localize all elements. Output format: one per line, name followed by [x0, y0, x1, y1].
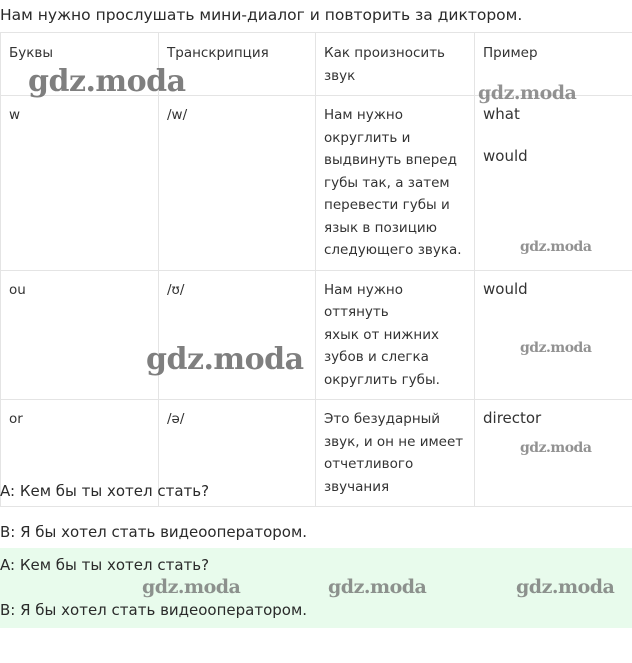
example-word: director: [483, 409, 542, 427]
example-word: would: [483, 147, 528, 165]
example-word: what: [483, 105, 520, 123]
text-line: следующего звука.: [324, 242, 462, 258]
cell-transcription: /w/: [159, 96, 316, 271]
cell-pronunciation: [316, 96, 475, 271]
watermark-logo: gdz.moda: [146, 342, 304, 377]
text-line: отчетливого: [324, 456, 414, 472]
cell-letters: ou: [1, 270, 159, 400]
watermark-logo: gdz.moda: [478, 82, 577, 104]
text-line: округлить и: [324, 129, 411, 146]
header-example: Пример: [475, 33, 632, 96]
cell-letters: or: [1, 400, 159, 507]
text-line: округлить губы.: [324, 371, 440, 388]
watermark-logo: gdz.moda: [520, 239, 592, 255]
watermark-logo: gdz.moda: [328, 576, 427, 598]
dialog-line-a: A: Кем бы ты хотел стать?: [0, 482, 210, 500]
watermark-logo: gdz.moda: [516, 576, 615, 598]
cell-example: [475, 270, 632, 400]
text-line: губы так, а затем: [324, 174, 450, 191]
header-letters: Буквы: [1, 33, 159, 96]
text-line: звук, и он не имеет: [324, 433, 464, 450]
table-row: [1, 270, 632, 400]
highlight-line-a: A: Кем бы ты хотел стать?: [0, 556, 210, 574]
text-line: яхык от нижних: [324, 326, 439, 343]
intro-text: Нам нужно прослушать мини-диалог и повторить за диктором.: [0, 6, 523, 24]
header-pronunciation: Как произносить звук: [316, 33, 475, 96]
text-line: звучания: [324, 478, 390, 495]
example-word: would: [483, 279, 528, 298]
cell-pronunciation: [316, 270, 475, 400]
text-line: перевести губы и: [324, 197, 450, 213]
text-line: Нам нужно: [324, 107, 403, 123]
text-line: язык в позицию: [324, 219, 438, 236]
cell-transcription: /ʊ/: [159, 270, 316, 400]
cell-transcription: /ə/: [159, 400, 316, 507]
cell-letters: w: [1, 96, 159, 271]
text-line: зубов и слегка: [324, 349, 429, 365]
highlight-line-b: B: Я бы хотел стать видеооператором.: [0, 601, 308, 619]
watermark-logo: gdz.moda: [520, 440, 592, 456]
watermark-logo: gdz.moda: [520, 340, 592, 356]
dialog-line-b: B: Я бы хотел стать видеооператором.: [0, 523, 308, 541]
cell-pronunciation: [316, 400, 475, 507]
watermark-logo: gdz.moda: [142, 576, 241, 598]
text-line: выдвинуть вперед: [324, 152, 457, 168]
text-line: Это безударный: [324, 411, 441, 427]
text-line: Нам нужно оттянуть: [324, 281, 403, 320]
header-transcription: Транскрипция: [159, 33, 316, 96]
watermark-logo: gdz.moda: [28, 64, 186, 99]
